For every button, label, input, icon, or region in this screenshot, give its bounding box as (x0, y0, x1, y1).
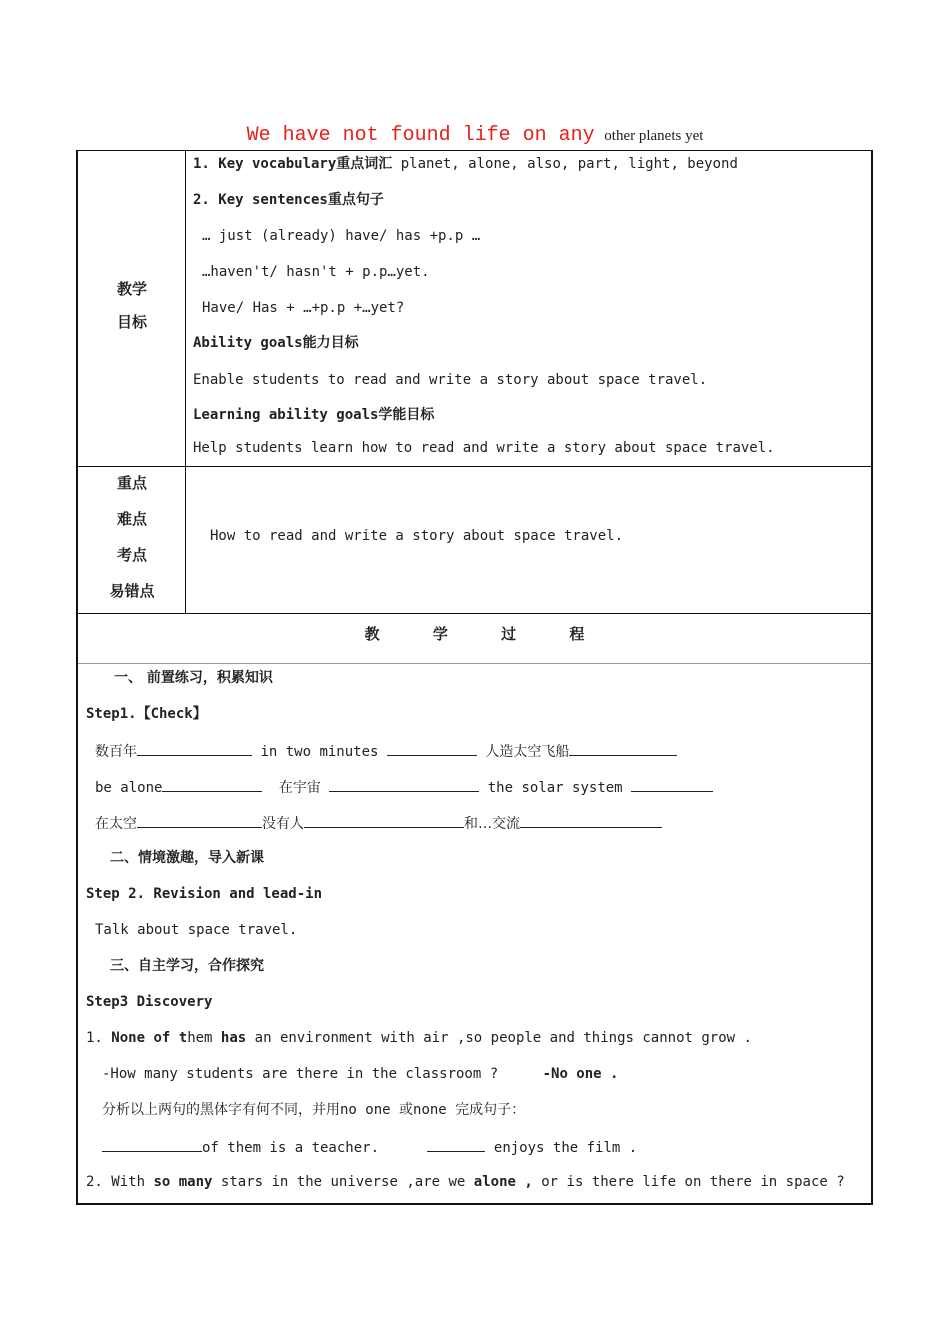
vocab-item: 在宇宙 (278, 780, 321, 796)
vocab-item: 数百年 (95, 744, 137, 760)
key-sentence-3: Have/ Has + …+p.p +…yet? (202, 300, 405, 316)
keypoints-label-2: 难点 (116, 510, 147, 528)
vocab-row-2 (95, 777, 713, 797)
row-divider (78, 613, 871, 614)
answer-blank[interactable] (427, 1137, 485, 1152)
column-divider (185, 151, 186, 613)
ability-goals-text: Enable students to read and write a story about space travel. (193, 372, 708, 388)
instruction-fragment: 或 (399, 1102, 414, 1118)
sentence-fragment: or is there life on there in space ? (541, 1174, 845, 1190)
item-1-instruction (102, 1101, 525, 1119)
item-1-fill-line (102, 1137, 637, 1157)
process-heading: 教 学 过 程 (364, 625, 585, 643)
title-red-part: We have not found life on any (246, 124, 595, 147)
section-1-heading: 一、 前置练习，积累知识 (114, 670, 273, 686)
answer-blank[interactable] (304, 813, 464, 828)
learning-goals-label: Learning ability goals学能目标 (193, 407, 435, 423)
bold-phrase: so many (153, 1174, 213, 1190)
fill-sentence: of them is a teacher. (202, 1140, 380, 1156)
step-2-text: Talk about space travel. (95, 922, 298, 938)
sentence-fragment: an environment with air ,so people and things cannot grow . (254, 1030, 752, 1046)
section-2-heading: 二、情境激趣，导入新课 (110, 850, 264, 866)
bold-phrase: alone , (473, 1174, 533, 1190)
answer-blank[interactable] (631, 777, 713, 792)
objectives-label-1: 教学 (116, 280, 147, 298)
key-vocabulary-line (193, 155, 738, 173)
vocab-item: be alone (95, 780, 163, 796)
key-vocabulary-words: planet, alone, also, part, light, beyond (400, 156, 738, 172)
answer-text: -No one . (542, 1066, 619, 1082)
vocab-item: in two minutes (260, 744, 379, 760)
vocab-item: 人造太空飞船 (485, 744, 570, 760)
answer-blank[interactable] (137, 813, 262, 828)
keypoints-label-4: 易错点 (109, 582, 155, 600)
vocab-item: the solar system (487, 780, 623, 796)
instruction-fragment: none (413, 1102, 447, 1118)
answer-blank[interactable] (102, 1137, 202, 1152)
keypoints-text: How to read and write a story about space travel. (210, 528, 624, 544)
bold-phrase: t (178, 1030, 188, 1046)
step-3-heading: Step3 Discovery (86, 994, 213, 1010)
instruction-fragment: 分析以上两句的黑体字有何不同，并用 (102, 1102, 340, 1118)
vocab-item: 在太空 (95, 816, 137, 832)
question-text: -How many students are there in the classroom ? (102, 1066, 499, 1082)
item-1-question (102, 1065, 618, 1083)
item-2-sentence (86, 1173, 845, 1191)
vocab-row-3 (95, 813, 662, 833)
key-vocabulary-label: 1. Key vocabulary重点词汇 (193, 156, 393, 172)
step-2-heading: Step 2. Revision and lead-in (86, 886, 323, 902)
answer-blank[interactable] (569, 741, 677, 756)
answer-blank[interactable] (520, 813, 662, 828)
bold-phrase: None of (111, 1030, 171, 1046)
vocab-item: 和…交流 (464, 816, 520, 832)
instruction-fragment: no one (340, 1102, 391, 1118)
answer-blank[interactable] (329, 777, 479, 792)
vocab-item: 没有人 (262, 816, 304, 832)
ability-goals-label: Ability goals能力目标 (193, 335, 359, 351)
answer-blank[interactable] (162, 777, 262, 792)
instruction-fragment: 完成句子： (455, 1102, 526, 1118)
row-divider (78, 466, 871, 467)
sentence-fragment: 2. With (86, 1174, 146, 1190)
answer-blank[interactable] (387, 741, 477, 756)
fill-sentence: enjoys the film . (493, 1140, 638, 1156)
item-1-sentence (86, 1029, 752, 1047)
key-sentences-label: 2. Key sentences重点句子 (193, 192, 384, 208)
key-sentence-1: … just (already) have/ has +p.p … (202, 228, 481, 244)
keypoints-label-3: 考点 (116, 546, 147, 564)
item-number: 1. (86, 1030, 103, 1046)
sentence-fragment: stars in the universe ,are we (220, 1174, 466, 1190)
keypoints-label-1: 重点 (116, 474, 147, 492)
answer-blank[interactable] (137, 741, 252, 756)
learning-goals-text: Help students learn how to read and write a story about space travel. (193, 440, 775, 456)
sentence-fragment: hem (187, 1030, 213, 1046)
key-sentence-2: …haven't/ hasn't + p.p…yet. (202, 264, 430, 280)
step-1-heading: Step1.【Check】 (86, 706, 207, 722)
section-3-heading: 三、自主学习，合作探究 (110, 958, 264, 974)
objectives-label-2: 目标 (116, 313, 147, 331)
lesson-table (76, 150, 873, 1205)
bold-phrase: has (220, 1030, 247, 1046)
vocab-row-1 (95, 741, 677, 761)
lesson-title (0, 124, 950, 147)
title-black-part: other planets yet (604, 128, 704, 144)
row-divider (78, 663, 871, 664)
